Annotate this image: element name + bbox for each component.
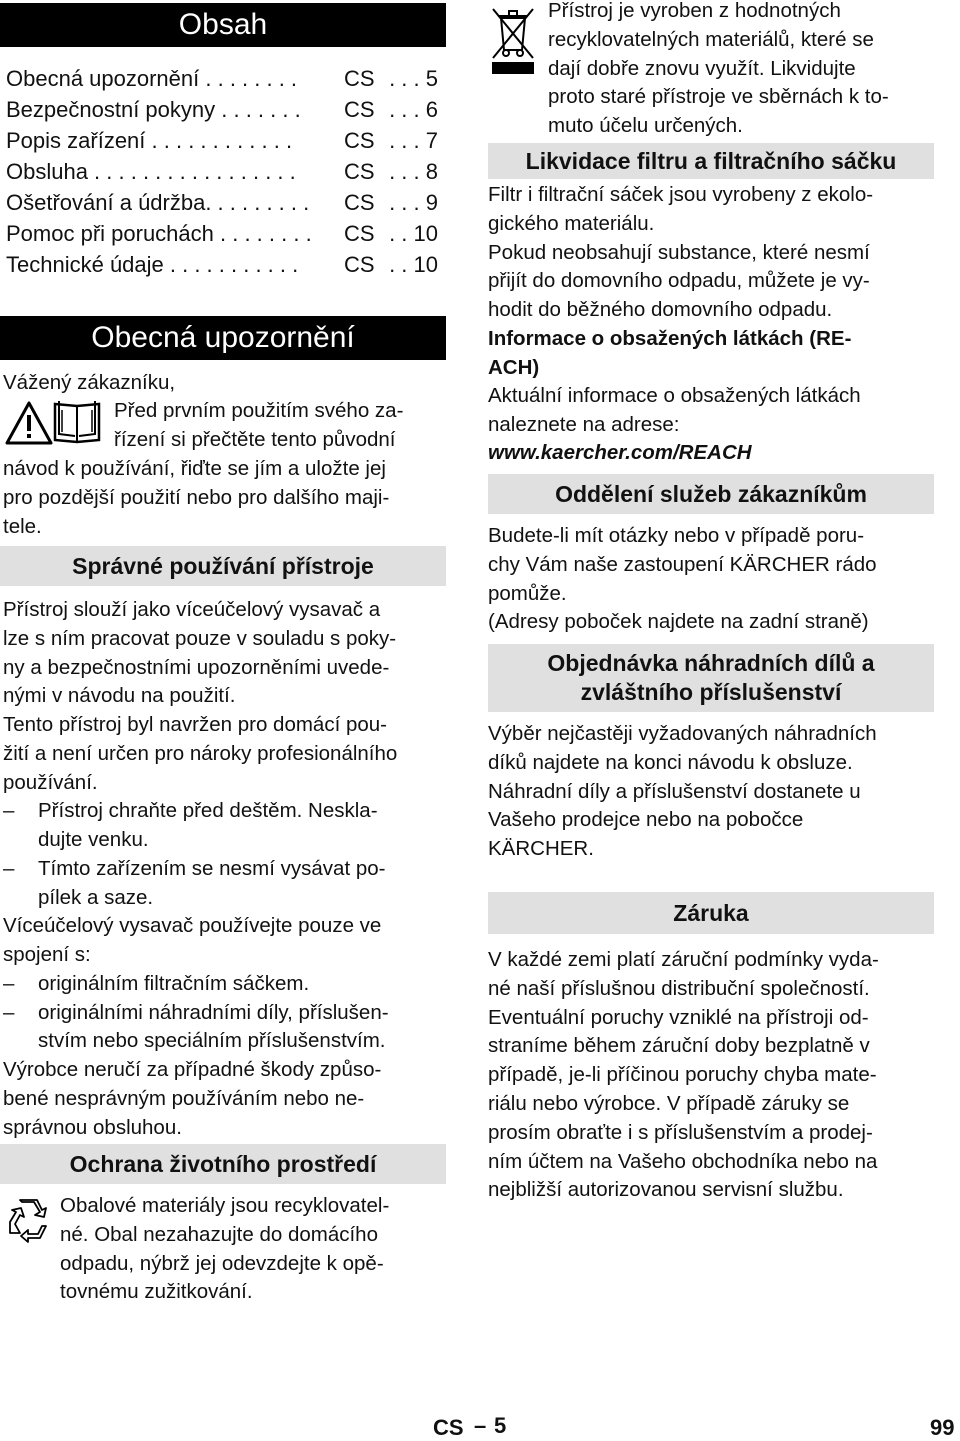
reach-url-link[interactable]: www.kaercher.com/REACH bbox=[488, 441, 752, 464]
toc-lang: CS bbox=[344, 252, 375, 277]
text-line: Víceúčelový vysavač používejte pouze ve bbox=[3, 914, 382, 937]
toc-page: . . 10 bbox=[389, 252, 438, 277]
text-line: originálním filtračním sáčkem. bbox=[38, 972, 310, 995]
text-line: Tento přístroj byl navržen pro domácí pou- bbox=[3, 713, 387, 737]
text-line: lze s ním pracovat pouze v souladu s poky- bbox=[3, 626, 397, 650]
text-line: gického materiálu. bbox=[488, 211, 655, 235]
text-line: originálními náhradními díly, příslušen- bbox=[38, 1001, 389, 1024]
toc-lang: CS bbox=[344, 128, 375, 153]
dash-bullet: – bbox=[3, 799, 15, 822]
section-title-proper-use: Správné používání přístroje bbox=[0, 546, 446, 586]
toc-label: Ošetřování a údržba. . . . . . . . . bbox=[6, 190, 310, 215]
text-line: riálu nebo výrobce. V případě záruky se bbox=[488, 1091, 850, 1115]
intro-line: řízení si přečtěte tento původní bbox=[114, 428, 396, 451]
intro-line: návod k používání, řiďte se jím a uložte jej bbox=[3, 457, 386, 480]
text-line: Pokud neobsahují substance, které nesmí bbox=[488, 240, 870, 264]
reach-heading: ACH) bbox=[488, 356, 540, 379]
text-line: Přístroj slouží jako víceúčelový vysavač a bbox=[3, 598, 381, 621]
toc-item[interactable] bbox=[6, 221, 438, 252]
toc-lang: CS bbox=[344, 221, 375, 246]
toc-page: . . . 9 bbox=[389, 190, 438, 215]
text-line: pomůže. bbox=[488, 581, 567, 605]
toc-item[interactable] bbox=[6, 66, 438, 97]
footer-section-page: 5 bbox=[494, 1413, 507, 1438]
text-line: Přístroj je vyroben z hodnotných bbox=[548, 0, 841, 22]
text-line: nými v návodu na použití. bbox=[3, 684, 236, 708]
dash-bullet: – bbox=[3, 857, 15, 880]
reach-text bbox=[488, 382, 936, 440]
reach-heading: Informace o obsažených látkách (RE- bbox=[488, 327, 852, 350]
recycling-icon bbox=[4, 1196, 52, 1248]
text-line: naleznete na adrese: bbox=[488, 412, 680, 436]
weee-text bbox=[548, 0, 936, 141]
text-line: Výrobce neručí za případné škody způso- bbox=[3, 1058, 382, 1081]
text-line: nejbližší autorizovanou servisní službu. bbox=[488, 1178, 844, 1202]
text-line: Přístroj chraňte před deštěm. Neskla- bbox=[38, 799, 378, 822]
toc-page: . . . 5 bbox=[389, 66, 438, 91]
footer-dash: – bbox=[474, 1413, 487, 1438]
text-line: Obalové materiály jsou recyklovatel- bbox=[60, 1194, 390, 1217]
service-text bbox=[488, 522, 936, 637]
text-line: ním účtem na Vašeho obchodníka nebo na bbox=[488, 1149, 878, 1173]
text-line: né. Obal nezahazujte do domácího bbox=[60, 1222, 378, 1246]
toc-item[interactable] bbox=[6, 128, 438, 159]
text-line: stvím nebo speciálním příslušenstvím. bbox=[38, 1029, 386, 1052]
text-line: né naší příslušnou distribuční společností. bbox=[488, 976, 870, 1000]
toc-label: Obsluha . . . . . . . . . . . . . . . . . bbox=[6, 159, 296, 184]
text-line: případě, je-li příčinou poruchy chyba mate- bbox=[488, 1063, 877, 1087]
dash-bullet: – bbox=[3, 972, 15, 995]
toc-lang: CS bbox=[344, 159, 375, 184]
text-line: hodit do běžného domovního odpadu. bbox=[488, 298, 833, 322]
toc-label: Bezpečnostní pokyny . . . . . . . bbox=[6, 97, 301, 122]
section-title-customer-service: Oddělení služeb zákazníkům bbox=[488, 474, 934, 514]
intro-line: Před prvním použitím svého za- bbox=[114, 399, 404, 422]
title-line: zvláštního příslušenství bbox=[580, 679, 842, 705]
warning-triangle-icon bbox=[4, 400, 54, 446]
toc-page: . . . 6 bbox=[389, 97, 438, 122]
section-title-spare-parts bbox=[488, 644, 934, 712]
dash-bullet: – bbox=[3, 1001, 15, 1024]
liability-text bbox=[3, 1056, 447, 1142]
toc-page: . . . 8 bbox=[389, 159, 438, 184]
section-title-environment: Ochrana životního prostředí bbox=[0, 1144, 446, 1184]
text-line: (Adresy poboček najdete na zadní straně) bbox=[488, 610, 869, 634]
greeting: Vážený zákazníku, bbox=[3, 371, 176, 394]
text-line: Náhradní díly a příslušenství dostanete u bbox=[488, 779, 861, 803]
text-line: V každé zemi platí záruční podmínky vyda- bbox=[488, 948, 879, 971]
toc-lang: CS bbox=[344, 97, 375, 122]
text-line: muto účelu určených. bbox=[548, 114, 743, 138]
toc-item[interactable] bbox=[6, 97, 438, 128]
text-line: přijít do domovního odpadu, můžete je vy- bbox=[488, 269, 870, 293]
text-line: tovnému zužitkování. bbox=[60, 1280, 253, 1304]
text-line: straníme během záruční doby bezplatně v bbox=[488, 1034, 870, 1058]
footer-section-code: CS bbox=[433, 1415, 464, 1440]
manual-book-icon bbox=[52, 398, 102, 446]
toc-item[interactable] bbox=[6, 159, 438, 190]
text-line: odpadu, nýbrž jej odevzdejte k opě- bbox=[60, 1251, 384, 1275]
toc-page: . . 10 bbox=[389, 221, 438, 246]
text-line: správnou obsluhou. bbox=[3, 1115, 182, 1139]
filter-text bbox=[488, 181, 936, 325]
toc-label: Obecná upozornění . . . . . . . . bbox=[6, 66, 298, 91]
toc-item[interactable] bbox=[6, 190, 438, 221]
text-line: recyklovatelných materiálů, které se bbox=[548, 27, 874, 51]
environment-text bbox=[60, 1192, 448, 1307]
text-line: pílek a saze. bbox=[38, 886, 154, 909]
text-line: Budete-li mít otázky nebo v případě poru- bbox=[488, 524, 865, 547]
toc-label: Pomoc při poruchách . . . . . . . . bbox=[6, 221, 312, 246]
text-line: Vašeho prodejce nebo na pobočce bbox=[488, 808, 804, 832]
text-line: Eventuální poruchy vzniklé na přístroji od- bbox=[488, 1005, 869, 1029]
crossed-bin-icon bbox=[490, 4, 536, 76]
warranty-text bbox=[488, 946, 936, 1205]
intro-line: tele. bbox=[3, 515, 42, 538]
text-line: spojení s: bbox=[3, 943, 91, 966]
toc-lang: CS bbox=[344, 66, 375, 91]
text-line: Tímto zařízením se nesmí vysávat po- bbox=[38, 857, 386, 880]
text-line: žití a není určen pro nároky profesionálního bbox=[3, 741, 398, 765]
intro-line: pro pozdější použití nebo pro dalšího maji- bbox=[3, 486, 390, 509]
text-line: bené nesprávným používáním nebo ne- bbox=[3, 1086, 365, 1110]
section-title-general: Obecná upozornění bbox=[0, 316, 446, 360]
text-line: proto staré přístroje ve sběrnách k to- bbox=[548, 85, 889, 109]
toc-label: Popis zařízení . . . . . . . . . . . . bbox=[6, 128, 293, 153]
toc-title: Obsah bbox=[0, 3, 446, 47]
title-line: Objednávka náhradních dílů a bbox=[547, 650, 875, 676]
footer-page-number: 99 bbox=[930, 1415, 955, 1440]
text-line: dají dobře znovu využít. Likvidujte bbox=[548, 56, 856, 80]
text-line: chy Vám naše zastoupení KÄRCHER rádo bbox=[488, 552, 877, 576]
text-line: KÄRCHER. bbox=[488, 837, 594, 861]
toc-page: . . . 7 bbox=[389, 128, 438, 153]
text-line: Aktuální informace o obsažených látkách bbox=[488, 384, 861, 407]
toc-label: Technické údaje . . . . . . . . . . . bbox=[6, 252, 299, 277]
toc-item[interactable] bbox=[6, 252, 438, 283]
text-line: Výběr nejčastěji vyžadovaných náhradních bbox=[488, 722, 877, 745]
parts-text bbox=[488, 720, 936, 864]
text-line: dujte venku. bbox=[38, 828, 149, 851]
proper-use-text bbox=[3, 596, 447, 798]
section-title-filter-disposal: Likvidace filtru a filtračního sáčku bbox=[488, 143, 934, 179]
text-line: používání. bbox=[3, 770, 98, 794]
section-title-warranty: Záruka bbox=[488, 892, 934, 934]
toc-lang: CS bbox=[344, 190, 375, 215]
text-line: ny a bezpečnostními upozorněními uvede- bbox=[3, 655, 390, 679]
text-line: Filtr i filtrační sáček jsou vyrobeny z ekolo- bbox=[488, 183, 874, 206]
text-line: prosím obraťte i s příslušenstvím a prodej- bbox=[488, 1120, 873, 1144]
text-line: díků najdete na konci návodu k obsluze. bbox=[488, 750, 853, 774]
